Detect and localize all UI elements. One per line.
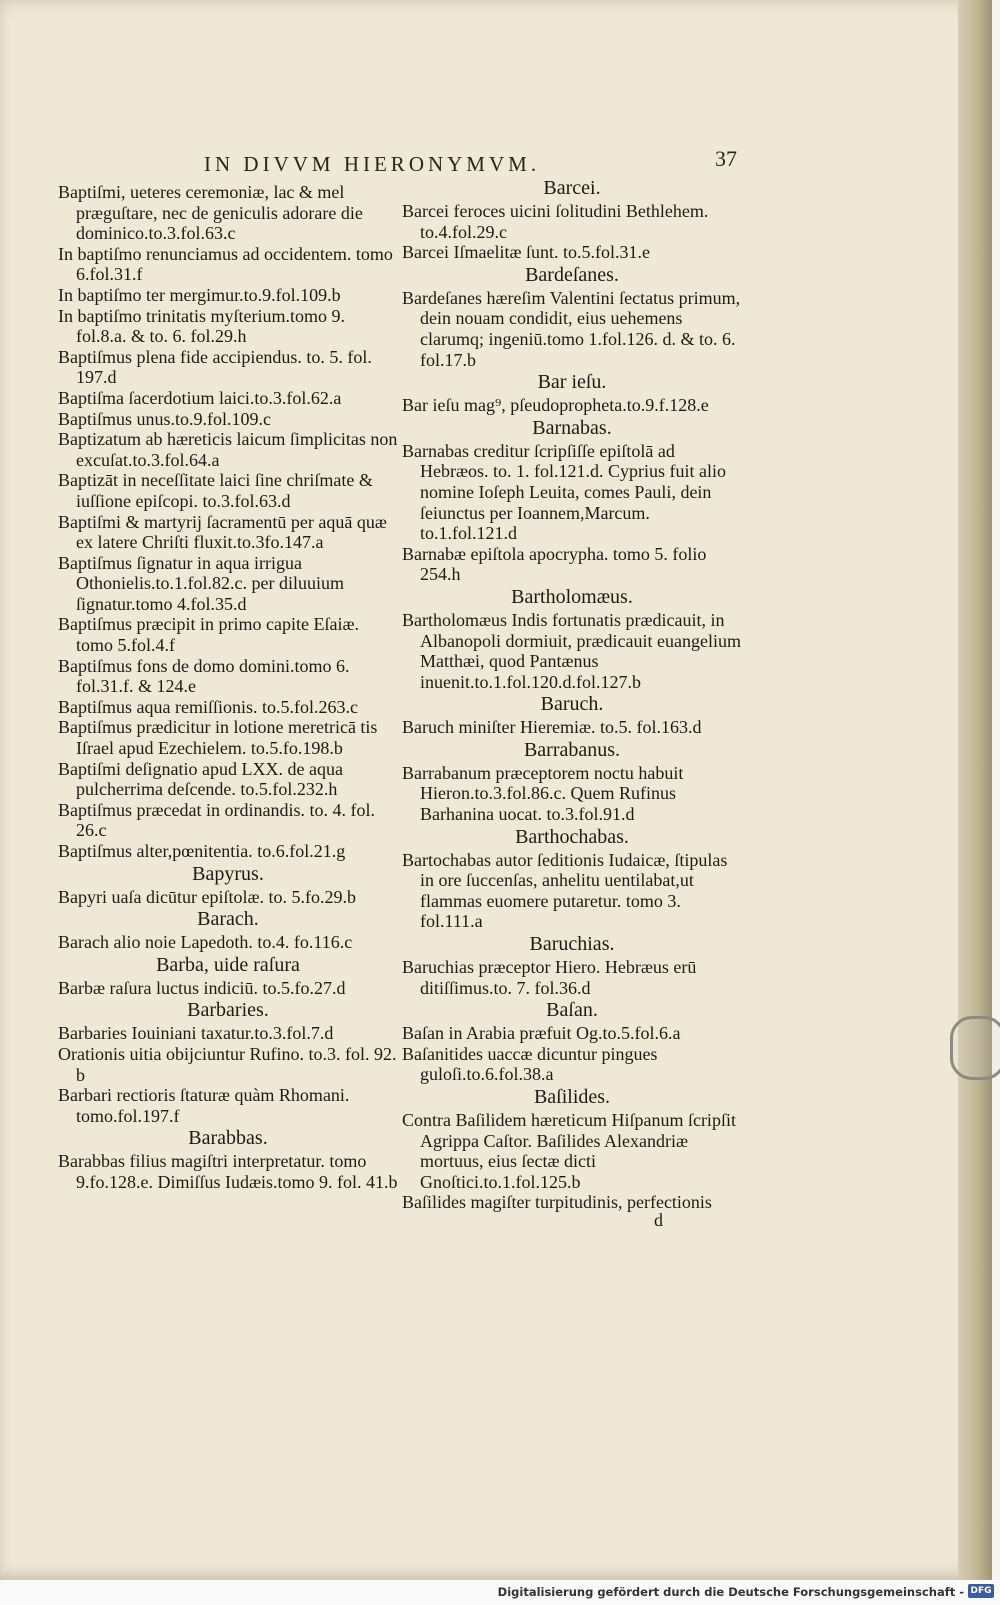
index-heading: Bar ieſu. <box>537 371 607 394</box>
index-entry: Barcei Iſmaelitæ ſunt. to.5.fol.31.e <box>402 242 650 263</box>
index-entry: Baſan in Arabia præfuit Og.to.5.fol.6.a <box>402 1023 681 1044</box>
index-entry: Barcei feroces uicini ſolitudini Bethlehem. to.4.fol.29.c <box>402 201 709 242</box>
left-column <box>58 182 398 1193</box>
index-entry: Baptizatum ab hæreticis laicum ſimplicitas non excuſat.to.3.fol.64.a <box>58 429 398 470</box>
index-entry: Baptiſmus aqua remiſſionis. to.5.fol.263.c <box>58 696 358 717</box>
index-entry: Baptiſmi, ueteres ceremoniæ, lac & mel præguſtare, nec de geniculis adorare die dominico.to.3.fol.63.c <box>58 182 363 244</box>
index-heading: Baruchias. <box>529 933 615 956</box>
index-entry: Baptiſmus fons de domo domini.tomo 6. fol.31.f. & 124.e <box>58 655 350 697</box>
index-heading: Barthochabas. <box>515 825 629 848</box>
index-entry: Barnabæ epiſtola apocrypha. tomo 5. folio 254.h <box>402 543 707 585</box>
index-entry: Barrabanum præceptorem noctu habuit Hieron.to.3.fol.86.c. Quem Rufinus Barhanina uocat. to.3.fol.91.d <box>402 762 684 825</box>
index-heading: Barcei. <box>543 177 601 199</box>
index-heading: Baruch. <box>540 693 604 716</box>
index-heading: Bapyrus. <box>192 862 264 885</box>
index-entry: Baptiſmus præcedat in ordinandis. to. 4. fol. 26.c <box>58 799 375 841</box>
index-entry: Orationis uitia obijciuntur Rufino. to.3. fol. 92. b <box>58 1043 397 1085</box>
index-heading: Barnabas. <box>532 416 612 439</box>
binding-clasp <box>950 1016 1000 1080</box>
index-entry: Bartholomæus Indis fortunatis prædicauit, in Albanopoli dormiuit, prædicauit euangelium Matthæi, quod Pantænus inuenit.to.1.fol.120.d.fol.127.b <box>402 609 741 692</box>
running-title: IN DIVVM HIERONYMVM. <box>204 152 541 176</box>
index-heading: Baſilides. <box>533 1086 611 1108</box>
index-heading: Barba, uide raſura <box>156 953 300 976</box>
index-heading: Barabbas. <box>188 1127 268 1150</box>
index-entry: Baptiſmus prædicitur in lotione meretricā tis Iſrael apud Ezechielem. to.5.fo.198.b <box>58 717 378 759</box>
index-entry: Baptiſmi deſignatio apud LXX. de aqua pulcherrima deſcende. to.5.fol.232.h <box>58 758 343 800</box>
index-entry: Barbari rectioris ſtaturæ quàm Rhomani. tomo.fol.197.f <box>58 1085 350 1126</box>
index-heading: Bardeſanes. <box>525 263 619 286</box>
footer-credit: Digitalisierung gefördert durch die Deutsche Forschungsgemeinschaft - <box>497 1585 964 1599</box>
digitization-footer <box>0 1580 1000 1605</box>
index-entry: In baptiſmo renunciamus ad occidentem. tomo 6.fol.31.f <box>58 243 393 285</box>
page-number: 37 <box>715 146 737 171</box>
index-entry: Bartochabas autor ſeditionis Iudaicæ, ſtipulas in ore ſuccenſas, anhelitu uentilabat,ut flammas euomere putaretur. tomo 3. fol.111.a <box>402 849 728 932</box>
index-entry: Baptiſmus plena fide accipiendus. to. 5. fol. 197.d <box>58 346 372 388</box>
right-column <box>402 176 742 1213</box>
index-entry: Baptiſmi & martyrij ſacramentū per aquā quæ ex latere Chriſti fluxit.to.3fo.147.a <box>58 511 387 553</box>
dfg-logo-icon: DFG <box>968 1584 994 1598</box>
page-edge <box>958 0 992 1580</box>
index-entry: Baptizāt in neceſſitate laici ſine chriſmate & iuſſione epiſcopi. to.3.fol.63.d <box>58 470 373 511</box>
index-entry: Barnabas creditur ſcripſiſſe epiſtolā ad Hebræos. to. 1. fol.121.d. Cyprius fuit alio nomine Ioſeph Leuita, comes Pauli, dein ſeiunctus per Ioannem,Marcum. to.1.fol.121.d <box>402 440 726 544</box>
index-entry: Baſilides magiſter turpitudinis, perfectionis <box>402 1192 712 1213</box>
index-entry: Baptiſma ſacerdotium laici.to.3.fol.62.a <box>58 387 342 408</box>
index-entry: Baruch miniſter Hieremiæ. to.5. fol.163.d <box>402 717 702 738</box>
index-entry: Bapyri uaſa dicūtur epiſtolæ. to. 5.fo.29.b <box>58 886 356 907</box>
index-heading: Baſan. <box>546 999 598 1022</box>
index-entry: Baruchias præceptor Hiero. Hebræus erū ditiſſimus.to. 7. fol.36.d <box>402 957 697 998</box>
index-entry: Baptiſmus præcipit in primo capite Eſaiæ. tomo 5.fol.4.f <box>58 614 359 656</box>
index-entry: Baptiſmus alter,pœnitentia. to.6.fol.21.g <box>58 841 346 861</box>
index-entry: Barabbas filius magiſtri interpretatur. tomo 9.fo.128.e. Dimiſſus Iudæis.tomo 9. fol. 41.b <box>58 1151 398 1192</box>
index-entry: Barbæ raſura luctus indiciū. to.5.fo.27.d <box>58 977 346 998</box>
index-entry: Baſanitides uaccæ dicuntur pingues guloſi.to.6.fol.38.a <box>402 1043 658 1085</box>
index-entry: Baptiſmus unus.to.9.fol.109.c <box>58 408 271 429</box>
index-entry: Contra Baſilidem hæreticum Hiſpanum ſcripſit Agrippa Caſtor. Baſilides Alexandriæ mortuus, eius ſectæ dicti Gnoſtici.to.1.fol.125.b <box>402 1110 736 1192</box>
index-entry: Barach alio noie Lapedoth. to.4. fo.116.c <box>58 932 353 953</box>
index-entry: Bar ieſu mag⁹, pſeudopropheta.to.9.f.128.e <box>402 395 709 416</box>
catchword: d <box>654 1210 663 1230</box>
index-heading: Bartholomæus. <box>511 585 633 608</box>
index-heading: Barrabanus. <box>523 738 621 761</box>
index-entry: Bardeſanes hæreſim Valentini ſectatus primum, dein nouam condidit, eius uehemens clarumq; ingeniū.tomo 1.fol.126. d. & to. 6. fol.17.b <box>402 287 741 370</box>
index-entry: Barbaries Iouiniani taxatur.to.3.fol.7.d <box>58 1023 334 1044</box>
index-heading: Barbaries. <box>187 999 269 1022</box>
index-entry: Baptiſmus ſignatur in aqua irrigua Othonielis.to.1.fol.82.c. per diluuium ſignatur.tomo 4.fol.35.d <box>58 552 344 614</box>
index-heading: Barach. <box>197 908 259 931</box>
index-entry: In baptiſmo trinitatis myſterium.tomo 9. fol.8.a. & to. 6. fol.29.h <box>58 305 345 347</box>
index-entry: In baptiſmo ter mergimur.to.9.fol.109.b <box>58 284 341 305</box>
